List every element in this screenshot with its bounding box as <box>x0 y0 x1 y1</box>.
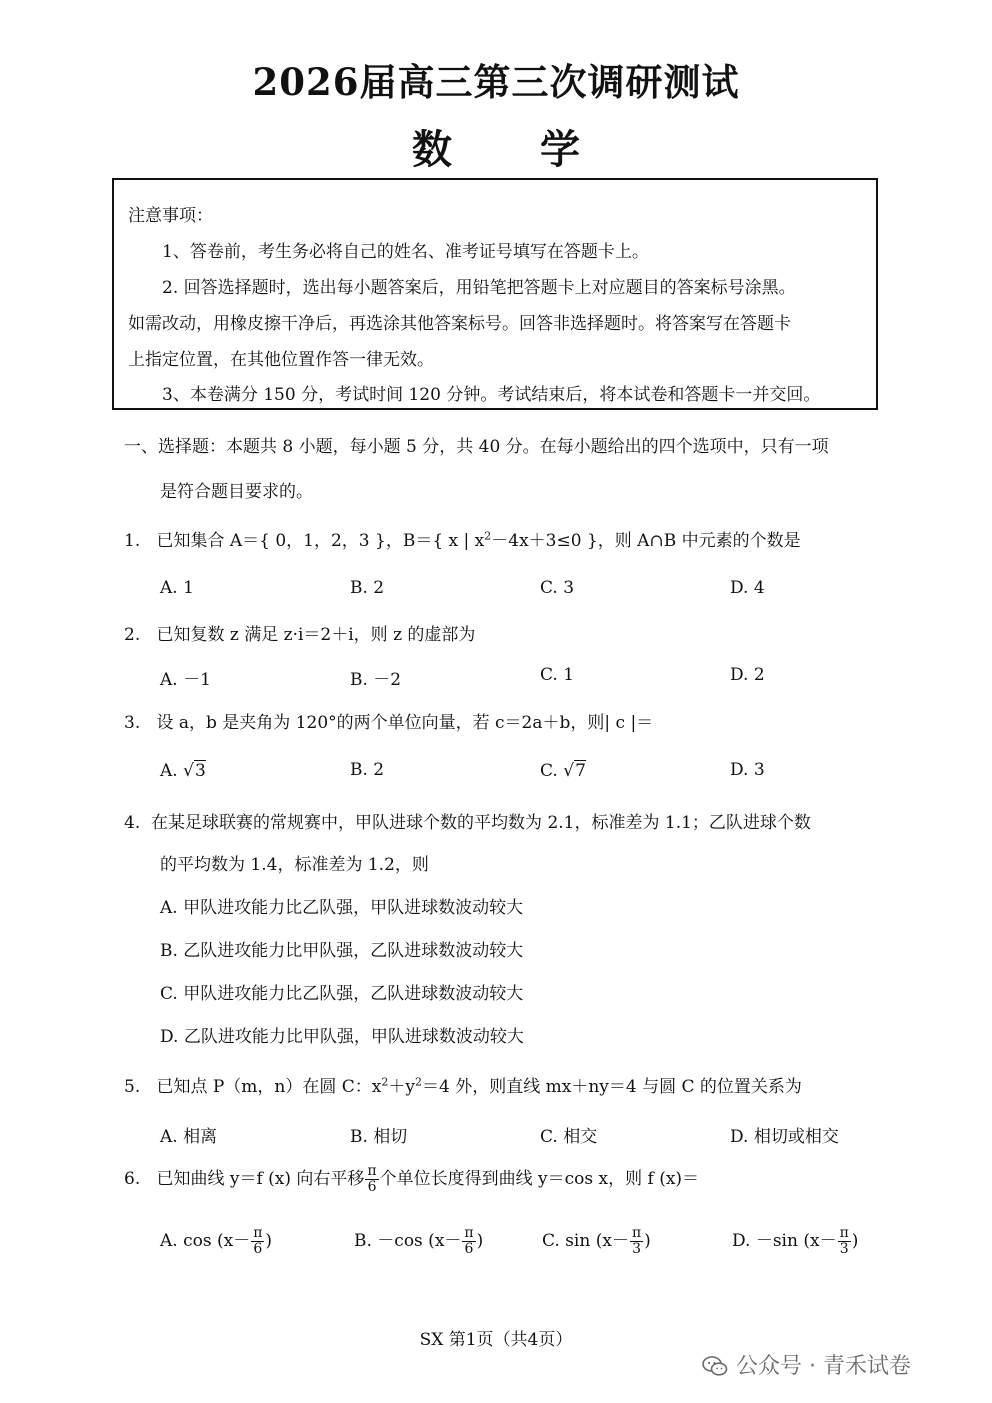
question-stem: 已知曲线 y＝f (x) 向右平移 <box>156 1169 365 1189</box>
option-label: A. <box>160 761 178 781</box>
watermark <box>702 1349 911 1380</box>
option-a: A. －1 <box>160 670 211 690</box>
question-1 <box>124 526 801 551</box>
question-4-stem-cont: 的平均数为 1.4，标准差为 1.2，则 <box>160 855 429 875</box>
notice-line-5: 3、本卷满分 150 分，考试时间 120 分钟。考试结束后，将本试卷和答题卡一并交回。 <box>162 385 821 405</box>
option-prefix: C. sin (x－ <box>542 1231 629 1251</box>
subject-title <box>0 118 992 175</box>
watermark-text: 公众号 · 青禾试卷 <box>736 1354 911 1379</box>
option-prefix: B. －cos (x－ <box>354 1231 462 1251</box>
question-stem: 已知点 P（m，n）在圆 C：x <box>156 1077 382 1097</box>
fraction <box>365 1164 378 1195</box>
denominator: 6 <box>367 1179 377 1195</box>
question-stem: 已知集合 A＝{ 0，1，2，3 }，B＝{ x | x <box>156 531 485 551</box>
section-heading-line-2: 是符合题目要求的。 <box>160 482 313 502</box>
option-suffix: ) <box>851 1231 859 1251</box>
option-prefix: A. cos (x－ <box>160 1231 251 1251</box>
option-c: C. 3 <box>540 578 575 598</box>
numerator: π <box>839 1225 849 1241</box>
notice-line-3: 如需改动，用橡皮擦干净后，再选涂其他答案标号。回答非选择题时。将答案写在答题卡 <box>128 314 791 334</box>
question-stem-cont: 个单位长度得到曲线 y＝cos x，则 f (x)＝ <box>379 1169 700 1189</box>
question-4-option-a: A. 甲队进攻能力比乙队强，甲队进球数波动较大 <box>160 898 524 918</box>
question-5 <box>124 1072 802 1097</box>
option-b <box>354 1226 483 1257</box>
option-suffix: ) <box>476 1231 484 1251</box>
option-b: B. －2 <box>350 670 402 690</box>
denominator: 3 <box>632 1241 642 1257</box>
option-d: D. 3 <box>730 760 765 780</box>
numerator: π <box>367 1163 377 1179</box>
question-4-option-b: B. 乙队进攻能力比甲队强，乙队进球数波动较大 <box>160 941 524 961</box>
option-a <box>160 1226 272 1257</box>
question-number: 5. <box>124 1077 141 1097</box>
denominator: 6 <box>464 1241 474 1257</box>
numerator: π <box>464 1225 474 1241</box>
wechat-icon <box>702 1356 728 1376</box>
option-c <box>542 1226 651 1257</box>
option-d: D. 相切或相交 <box>730 1127 839 1147</box>
subject-char-2: 学 <box>540 126 580 173</box>
option-d <box>732 1226 858 1257</box>
radicand: 3 <box>194 761 206 781</box>
notice-line-2: 2. 回答选择题时，选出每小题答案后，用铅笔把答题卡上对应题目的答案标号涂黑。 <box>162 278 796 298</box>
option-b: B. 2 <box>350 760 385 780</box>
option-label: C. <box>540 761 558 781</box>
option-a: A. 1 <box>160 578 194 598</box>
notice-box <box>112 178 878 410</box>
question-4 <box>124 808 811 833</box>
notice-line-4: 上指定位置，在其他位置作答一律无效。 <box>128 350 434 370</box>
fraction <box>251 1226 264 1257</box>
fraction <box>838 1226 851 1257</box>
option-c: C. 相交 <box>540 1127 598 1147</box>
denominator: 3 <box>839 1241 849 1257</box>
section-heading-line-1: 一、选择题：本题共 8 小题，每小题 5 分，共 40 分。在每小题给出的四个选项中，只有一项 <box>124 437 829 457</box>
option-c: C. 1 <box>540 665 575 685</box>
option-b: B. 相切 <box>350 1127 408 1147</box>
superscript: 2 <box>414 1075 422 1089</box>
option-suffix: ) <box>644 1231 651 1251</box>
question-stem-cont: ＝4 外，则直线 mx＋ny＝4 与圆 C 的位置关系为 <box>421 1077 802 1097</box>
question-number: 6. <box>124 1169 141 1189</box>
question-stem: 设 a，b 是夹角为 120°的两个单位向量，若 c＝2a＋b，则| c |＝ <box>156 713 654 733</box>
numerator: π <box>631 1225 642 1241</box>
numerator: π <box>253 1225 263 1241</box>
question-2 <box>124 620 475 645</box>
question-4-option-d: D. 乙队进攻能力比甲队强，甲队进球数波动较大 <box>160 1027 524 1047</box>
question-stem: 在某足球联赛的常规赛中，甲队进球个数的平均数为 2.1，标准差为 1.1；乙队进球个数 <box>151 813 811 833</box>
question-stem-cont: ＋y <box>388 1077 415 1097</box>
question-stem: 已知复数 z 满足 z·i＝2＋i，则 z 的虚部为 <box>156 625 476 645</box>
option-b: B. 2 <box>350 578 385 598</box>
question-4-option-c: C. 甲队进攻能力比乙队强，乙队进球数波动较大 <box>160 984 524 1004</box>
notice-heading: 注意事项： <box>128 206 213 226</box>
superscript: 2 <box>484 529 492 543</box>
page-footer: SX 第1页（共4页） <box>419 1330 573 1350</box>
question-stem-cont: －4x＋3≤0 }，则 A∩B 中元素的个数是 <box>491 531 801 551</box>
option-suffix: ) <box>265 1231 273 1251</box>
question-number: 4. <box>124 813 141 833</box>
option-c: C. √7 <box>540 761 586 781</box>
question-number: 3. <box>124 713 141 733</box>
option-a: A. √3 <box>160 761 206 781</box>
question-number: 1. <box>124 531 141 551</box>
option-d: D. 4 <box>730 578 765 598</box>
fraction <box>462 1226 475 1257</box>
option-a: A. 相离 <box>160 1127 218 1147</box>
exam-title: 2026届高三第三次调研测试 <box>252 60 740 104</box>
superscript: 2 <box>381 1075 389 1089</box>
subject-char-1: 数 <box>412 126 452 173</box>
option-d: D. 2 <box>730 665 765 685</box>
question-number: 2. <box>124 625 141 645</box>
denominator: 6 <box>253 1241 263 1257</box>
radicand: 7 <box>575 761 586 781</box>
question-6 <box>124 1164 699 1195</box>
question-3 <box>124 708 653 733</box>
fraction <box>630 1226 643 1257</box>
notice-line-1: 1、答卷前，考生务必将自己的姓名、准考证号填写在答题卡上。 <box>162 242 649 262</box>
option-prefix: D. －sin (x－ <box>732 1231 837 1251</box>
